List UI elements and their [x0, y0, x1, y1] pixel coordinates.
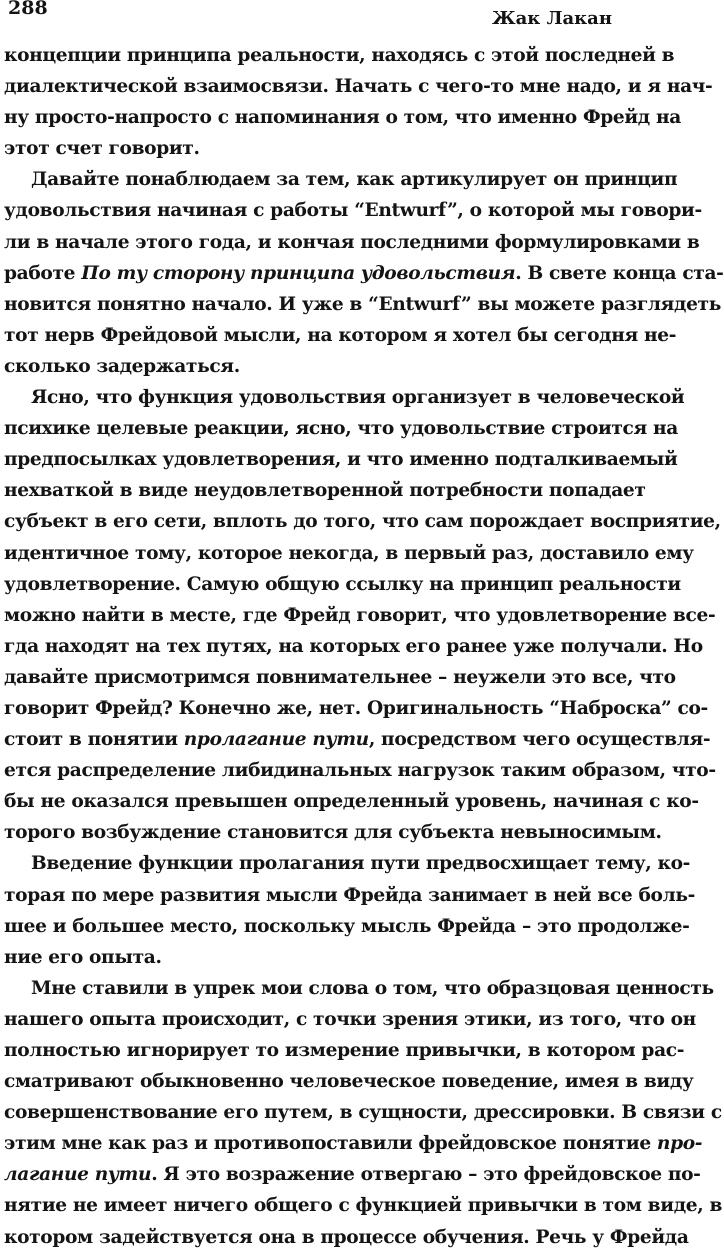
text-line — [4, 133, 613, 164]
text-segment: сматривают обыкновенно человеческое поведение, имея в виду — [4, 1071, 694, 1093]
text-segment: можно найти в месте, где Фрейд говорит, что удовлетворение все- — [4, 604, 716, 626]
text-segment: этим мне как раз и противопоставили фрейдовское понятие — [4, 1133, 657, 1155]
text-line — [4, 1097, 722, 1128]
text-line — [4, 351, 613, 382]
text-line — [4, 880, 695, 911]
text-line — [4, 1066, 694, 1097]
text-line — [4, 444, 678, 475]
text-line — [4, 942, 613, 973]
text-line — [4, 631, 703, 662]
text-segment: ется распределение либидинальных нагрузок таким образом, что- — [4, 760, 716, 782]
text-segment: ние его опыта. — [4, 946, 162, 968]
italic-term: пролагание пути — [183, 729, 369, 751]
text-segment: диалектической взаимосвязи. Начать с чего-то мне надо, и я нач- — [4, 76, 713, 98]
text-segment: идентичное тому, которое некогда, в первый раз, доставило ему — [4, 542, 694, 564]
text-segment: удовлетворение. Самую общую ссылку на принцип реальности — [4, 573, 681, 595]
text-line — [4, 164, 678, 195]
text-segment: нятие не имеет ничего общего с функцией привычки в том виде, в — [4, 1195, 723, 1217]
text-line — [4, 258, 724, 289]
text-segment: нехваткой в виде неудовлетворенной потребности попадает — [4, 480, 646, 502]
text-line — [4, 1222, 689, 1253]
italic-term: По ту сторону принципа удовольствия — [81, 262, 516, 284]
text-segment: давайте присмотримся повнимательнее – неужели это все, что — [4, 666, 676, 688]
text-segment: бы не оказался превышен определенный уровень, начиная с ко- — [4, 791, 699, 813]
text-line — [4, 1128, 703, 1159]
text-line — [4, 227, 700, 258]
text-line — [4, 506, 721, 537]
text-line — [4, 1035, 685, 1066]
text-segment: полностью игнорирует то измерение привычки, в котором рас- — [4, 1040, 685, 1061]
page-header — [7, 0, 614, 40]
text-segment: совершенствование его путем, в сущности, дрессировки. В связи с — [4, 1102, 722, 1124]
text-line — [4, 538, 694, 569]
text-line — [4, 786, 699, 817]
text-segment: торая по мере развития мысли Фрейда занимает в ней все боль- — [4, 884, 695, 906]
text-segment: концепции принципа реальности, находясь с этой последней в — [4, 45, 675, 66]
text-segment: сколько задержаться. — [4, 355, 240, 377]
text-line — [4, 1190, 723, 1221]
text-segment: говорит Фрейд? Конечно же, нет. Оригинальность “Наброска” со- — [4, 697, 708, 719]
text-line — [4, 102, 681, 133]
text-line — [4, 289, 721, 320]
text-line — [4, 320, 677, 351]
text-line — [4, 911, 690, 942]
text-segment: удовольствия начиная с работы “Entwurf”, о которой мы говори- — [4, 200, 702, 222]
text-line — [4, 1004, 696, 1035]
text-line — [4, 600, 716, 631]
text-segment: . Я это возражение отвергаю – это фрейдовское по- — [151, 1164, 701, 1186]
text-segment: этот счет говорит. — [4, 138, 200, 160]
text-segment: Введение функции пролагания пути предвосхищает тему, ко- — [31, 853, 691, 875]
text-segment: психике целевые реакции, ясно, что удовольствие строится на — [4, 418, 678, 440]
text-line — [4, 755, 716, 786]
italic-term: лагание пути — [4, 1164, 152, 1186]
text-line — [4, 475, 646, 506]
text-segment: нашего опыта происходит, с точки зрения этики, из того, что он — [4, 1008, 696, 1030]
text-segment: торого возбуждение становится для субъекта невыносимым. — [4, 822, 662, 844]
text-line — [4, 1159, 701, 1190]
text-segment: Ясно, что функция удовольствия организует в человеческой — [31, 387, 685, 409]
text-line — [4, 973, 714, 1004]
text-segment: , посредством чего осуществля- — [368, 729, 711, 751]
text-segment: работе — [4, 262, 82, 284]
text-line — [4, 382, 685, 413]
text-segment: тот нерв Фрейдовой мысли, на котором я хотел бы сегодня не- — [4, 324, 677, 346]
page-number: 288 — [8, 0, 48, 19]
text-segment: Мне ставили в упрек мои слова о том, что образцовая ценность — [31, 977, 714, 999]
text-segment: гда находят на тех путях, на которых его ранее уже получали. Но — [4, 635, 703, 657]
text-line — [4, 71, 713, 102]
text-segment: ли в начале этого года, и кончая последними формулировками в — [4, 231, 700, 253]
text-line — [4, 413, 678, 444]
italic-term: про- — [656, 1133, 703, 1155]
text-segment: шее и большее место, поскольку мысль Фрейда – это продолже- — [4, 915, 690, 937]
text-segment: новится понятно начало. И уже в “Entwurf” вы можете разглядеть — [4, 293, 721, 315]
running-head: Жак Лакан — [492, 8, 612, 29]
text-segment: стоит в понятии — [4, 729, 184, 751]
text-line — [4, 817, 662, 848]
body-text — [4, 40, 724, 1253]
text-segment: . В свете конца ста- — [515, 262, 724, 284]
text-segment: Давайте понаблюдаем за тем, как артикулирует он принцип — [31, 169, 678, 191]
text-line — [4, 195, 702, 226]
text-segment: котором задействуется она в процессе обучения. Речь у Фрейда — [4, 1226, 689, 1248]
text-segment: предпосылках удовлетворения, и что именно подталкиваемый — [4, 449, 678, 471]
text-line — [4, 569, 681, 600]
text-line — [4, 40, 675, 71]
text-segment: субъект в его сети, вплоть до того, что сам порождает восприятие, — [4, 511, 721, 533]
text-segment: ну просто-напросто с напоминания о том, что именно Фрейд на — [4, 107, 681, 129]
text-line — [4, 848, 691, 879]
text-line — [4, 693, 708, 724]
text-line — [4, 724, 711, 755]
text-line — [4, 662, 676, 693]
